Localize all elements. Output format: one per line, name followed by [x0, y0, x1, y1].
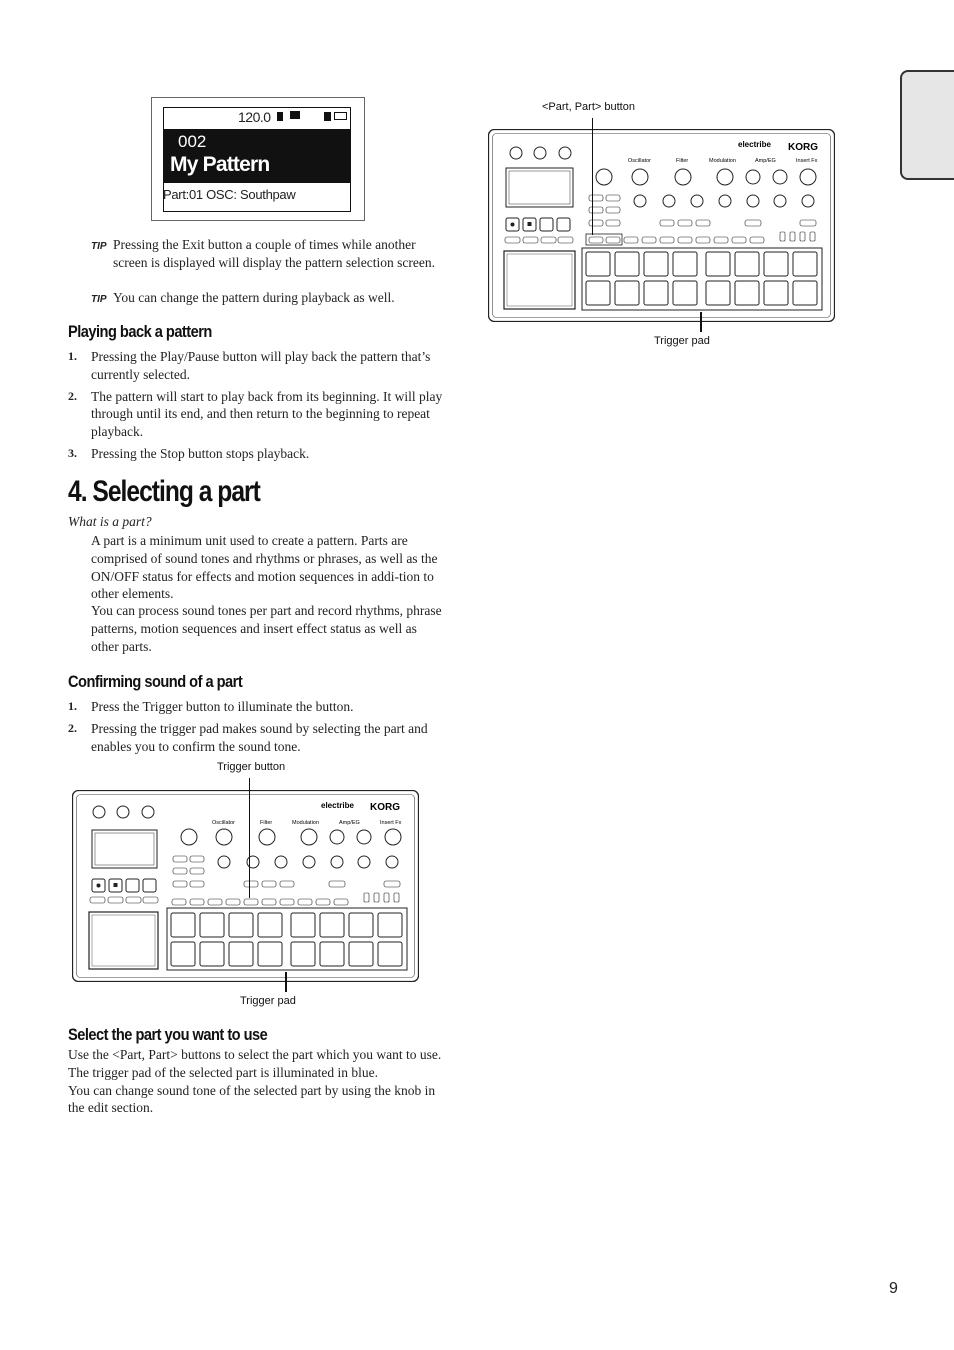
section-tab — [900, 70, 954, 180]
svg-text:KORG: KORG — [788, 142, 818, 153]
svg-text:electribe: electribe — [738, 140, 771, 149]
record-icon — [290, 111, 300, 119]
korg-logo: KORG — [370, 802, 400, 813]
lcd-pattern-name: My Pattern — [170, 153, 270, 176]
confirming-steps — [68, 698, 450, 759]
select-part-text — [68, 1046, 446, 1117]
svg-text:Modulation: Modulation — [709, 158, 736, 164]
select-part-line: You can change sound tone of the selected part by using the knob in the edit section. — [68, 1082, 436, 1116]
trigger-pad-callout: Trigger pad — [240, 995, 296, 1007]
part-button-callout: <Part, Part> button — [542, 101, 635, 113]
trigger-pad-leader — [700, 312, 702, 332]
page-number: 9 — [889, 1280, 898, 1297]
playing-back-steps — [68, 348, 450, 467]
svg-text:Insert Fx: Insert Fx — [380, 820, 402, 826]
tip-text: Pressing the Exit button a couple of times while another screen is displayed will display the pattern selection screen. — [113, 237, 436, 270]
select-part-heading: Select the part you want to use — [68, 1025, 268, 1044]
sd-card-icon — [324, 112, 331, 121]
lcd-pattern-block — [164, 129, 350, 183]
section-heading: 4. Selecting a part — [68, 475, 260, 508]
lcd-tempo: 120.0 — [238, 109, 271, 125]
select-part-line: The trigger pad of the selected part is illuminated in blue. — [68, 1064, 379, 1080]
list-item: 1. Pressing the Play/Pause button will play back the pattern that’s currently selected. — [68, 349, 431, 382]
what-is-part-para1: A part is a minimum unit used to create a pattern. Parts are comprised of sound tones and rhythms or phrases, as well as the ON/OFF status for effects and motion sequences in addi-tion to other elements. — [91, 533, 438, 602]
select-part-line: Use the <Part, Part> buttons to select the part which you want to use. — [68, 1047, 442, 1062]
tempo-lock-icon — [277, 112, 283, 121]
what-is-part-subheading: What is a part? — [68, 514, 152, 529]
trigger-button-callout: Trigger button — [217, 761, 286, 773]
tip-label: TIP — [91, 294, 107, 305]
playing-back-heading: Playing back a pattern — [68, 322, 212, 341]
svg-text:Modulation: Modulation — [292, 820, 319, 826]
battery-icon — [334, 112, 347, 120]
brand-label: electribe — [321, 801, 354, 810]
trigger-pad-leader — [285, 972, 287, 992]
svg-text:Filter: Filter — [676, 158, 689, 164]
lcd-figure — [151, 97, 365, 221]
tip-label: TIP — [91, 241, 107, 252]
list-item: 2. The pattern will start to play back from its beginning. It will play through until its end, and then return to the beginning to repeat playback. — [68, 388, 443, 440]
list-item: 3. Pressing the Stop button stops playback. — [68, 445, 310, 461]
tip-1 — [91, 236, 447, 272]
lcd-part-line: Part:01 OSC: Southpaw — [163, 187, 296, 202]
trigger-pad-callout: Trigger pad — [654, 335, 710, 347]
svg-text:Amp/EG: Amp/EG — [755, 158, 776, 164]
tip-text: You can change the pattern during playback as well. — [113, 290, 395, 305]
electribe-device — [488, 129, 835, 322]
svg-text:Amp/EG: Amp/EG — [339, 820, 360, 826]
svg-text:Insert Fx: Insert Fx — [796, 158, 818, 164]
lcd-pattern-number: 002 — [178, 132, 207, 151]
tip-2 — [91, 289, 447, 307]
device-illustration-bottom — [72, 790, 419, 982]
electribe-device — [72, 790, 419, 982]
svg-text:Filter: Filter — [260, 820, 273, 826]
list-item: 1. Press the Trigger button to illuminate the button. — [68, 699, 354, 714]
list-item: 2. Pressing the trigger pad makes sound by selecting the part and enables you to confirm the sound tone. — [68, 720, 428, 754]
device-illustration-top — [488, 129, 835, 322]
confirming-heading: Confirming sound of a part — [68, 672, 243, 691]
svg-text:Oscillator: Oscillator — [212, 820, 235, 826]
svg-text:Oscillator: Oscillator — [628, 158, 651, 164]
part-button-leader — [592, 118, 593, 235]
lcd-screen — [163, 107, 351, 212]
what-is-part-para2: You can process sound tones per part and record rhythms, phrase patterns, motion sequences and insert effect status as well as other parts. — [91, 603, 442, 654]
trigger-button-leader — [249, 778, 250, 898]
